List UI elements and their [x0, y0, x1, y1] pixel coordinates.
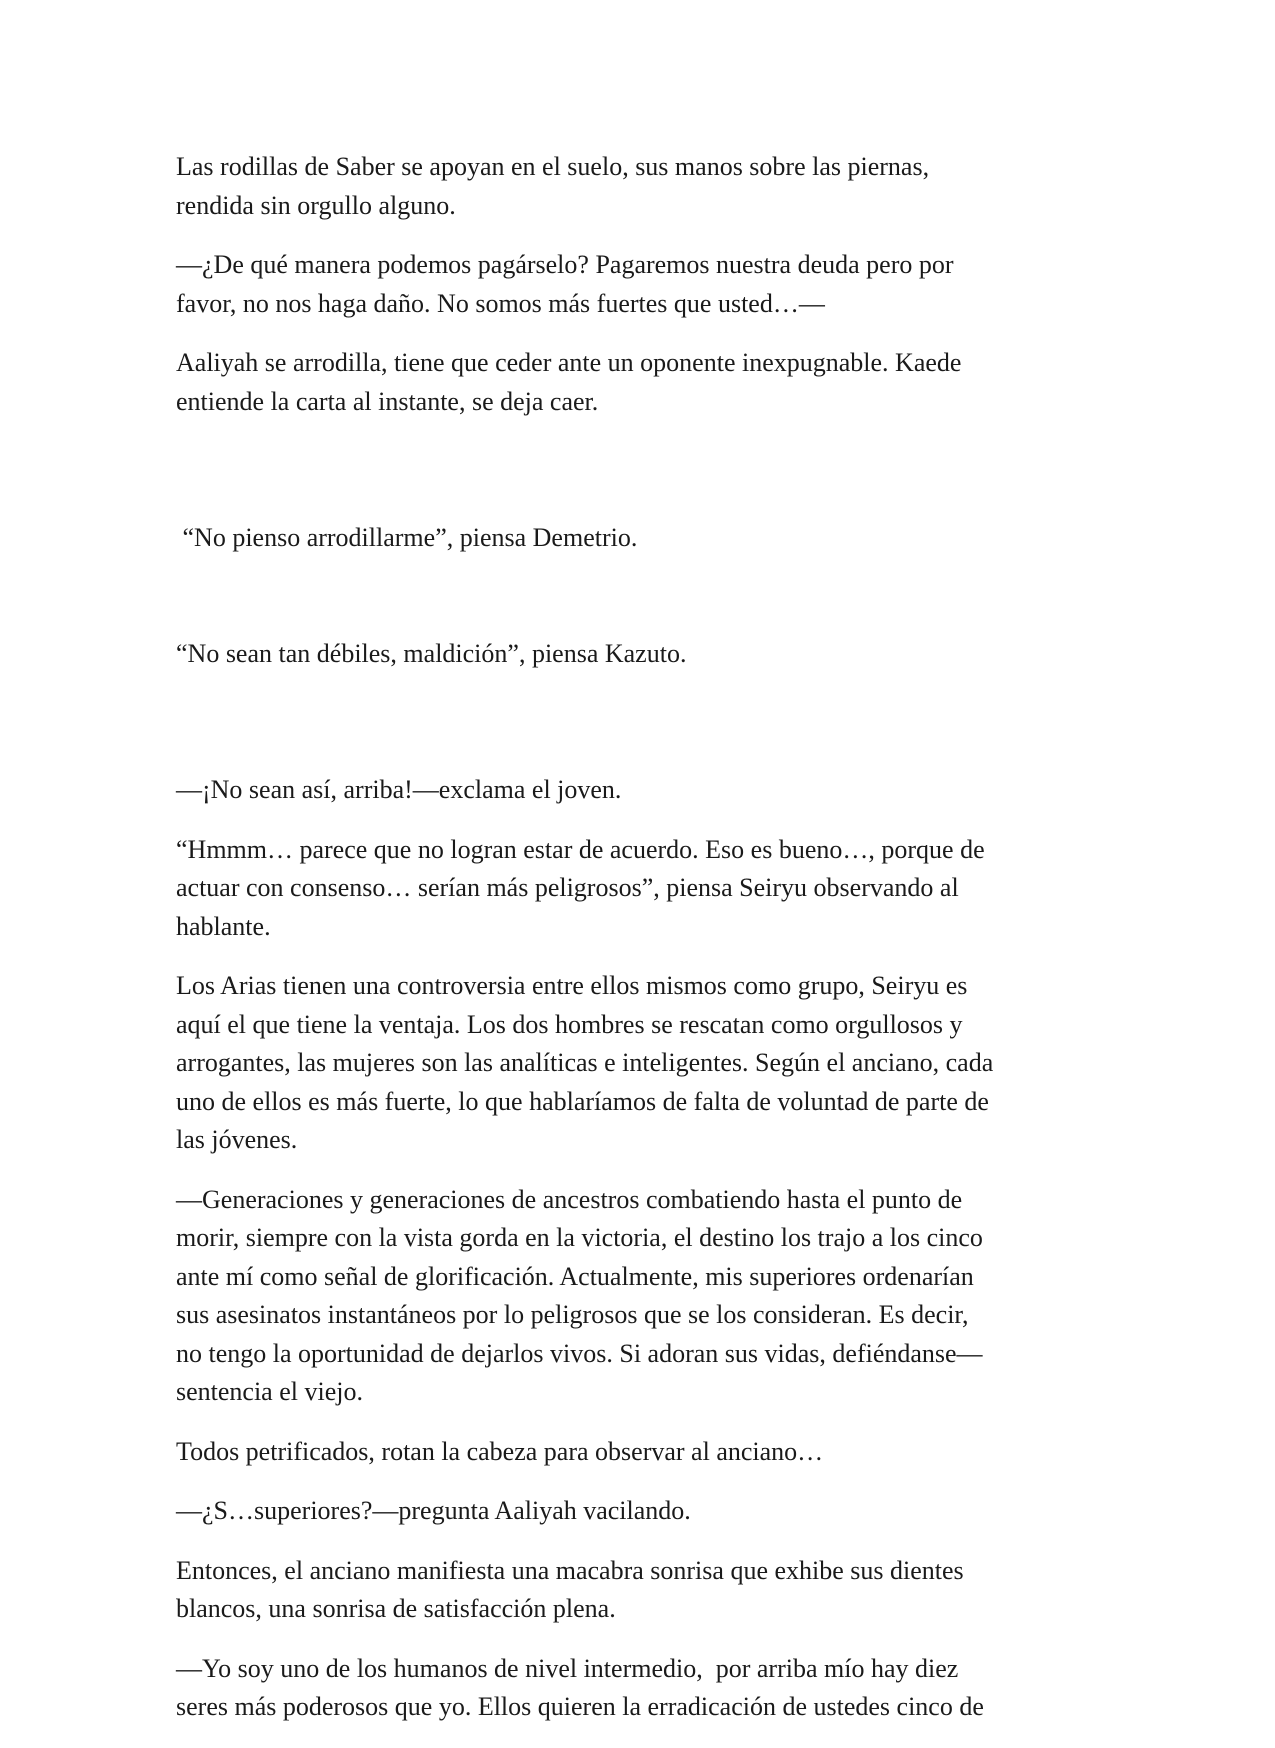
text-line: Las rodillas de Saber se apoyan en el suelo, sus manos sobre las piernas, [176, 152, 930, 181]
paragraph [176, 1181, 1106, 1412]
paragraph [176, 831, 1106, 947]
text-line: blancos, una sonrisa de satisfacción plena. [176, 1594, 616, 1623]
text-line: no tengo la oportunidad de dejarlos vivos. Si adoran sus vidas, defiéndanse— [176, 1338, 983, 1368]
text-line: —Yo soy uno de los humanos de nivel intermedio, por arriba mío hay diez [176, 1653, 959, 1683]
text-line: sentencia el viejo. [176, 1377, 363, 1406]
paragraph [176, 1650, 1106, 1727]
paragraph [176, 1433, 1106, 1472]
text-line: rendida sin orgullo alguno. [176, 190, 456, 220]
text-line: favor, no nos haga daño. No somos más fuertes que usted…— [176, 288, 825, 318]
text-line: actuar con consenso… serían más peligrosos”, piensa Seiryu observando al [176, 873, 959, 902]
body-text [176, 148, 1106, 1748]
text-line: Todos petrificados, rotan la cabeza para observar al anciano… [176, 1436, 824, 1466]
paragraph [176, 442, 1106, 750]
text-line: “No sean tan débiles, maldición”, piensa Kazuto. [176, 638, 687, 668]
text-line: ante mí como señal de glorificación. Actualmente, mis superiores ordenarían [176, 1261, 974, 1291]
text-line: morir, siempre con la vista gorda en la victoria, el destino los trajo a los cinco [176, 1223, 983, 1252]
text-line: hablante. [176, 911, 271, 941]
text-line: Entonces, el anciano manifiesta una macabra sonrisa que exhibe sus dientes [176, 1555, 964, 1585]
text-line: entiende la carta al instante, se deja caer. [176, 386, 599, 416]
text-line: sus asesinatos instantáneos por lo peligrosos que se los consideran. Es decir, [176, 1300, 969, 1329]
text-line: uno de ellos es más fuerte, lo que hablaríamos de falta de voluntad de parte de [176, 1086, 989, 1116]
text-line: seres más poderosos que yo. Ellos quieren la erradicación de ustedes cinco de [176, 1692, 984, 1721]
text-line: aquí el que tiene la ventaja. Los dos hombres se rescatan como orgullosos y [176, 1009, 963, 1039]
paragraph [176, 148, 1106, 225]
paragraph [176, 967, 1106, 1160]
paragraph [176, 246, 1106, 323]
text-line: —Generaciones y generaciones de ancestros combatiendo hasta el punto de [176, 1184, 963, 1214]
paragraph [176, 1492, 1106, 1531]
text-line: —¿S…superiores?—pregunta Aaliyah vacilando. [176, 1496, 691, 1525]
text-line: —¡No sean así, arriba!—exclama el joven. [176, 775, 622, 804]
text-line: las jóvenes. [176, 1125, 298, 1154]
text-line: Aaliyah se arrodilla, tiene que ceder ante un oponente inexpugnable. Kaede [176, 348, 962, 377]
text-line: “No pienso arrodillarme”, piensa Demetrio. [176, 523, 638, 552]
text-line: arrogantes, las mujeres son las analíticas e inteligentes. Según el anciano, cada [176, 1048, 994, 1077]
paragraph [176, 1552, 1106, 1629]
paragraph [176, 344, 1106, 421]
text-line: —¿De qué manera podemos pagárselo? Pagaremos nuestra deuda pero por [176, 250, 954, 279]
paragraph [176, 771, 1106, 810]
text-line: “Hmmm… parece que no logran estar de acuerdo. Eso es bueno…, porque de [176, 834, 985, 864]
text-line: Los Arias tienen una controversia entre ellos mismos como grupo, Seiryu es [176, 971, 968, 1000]
